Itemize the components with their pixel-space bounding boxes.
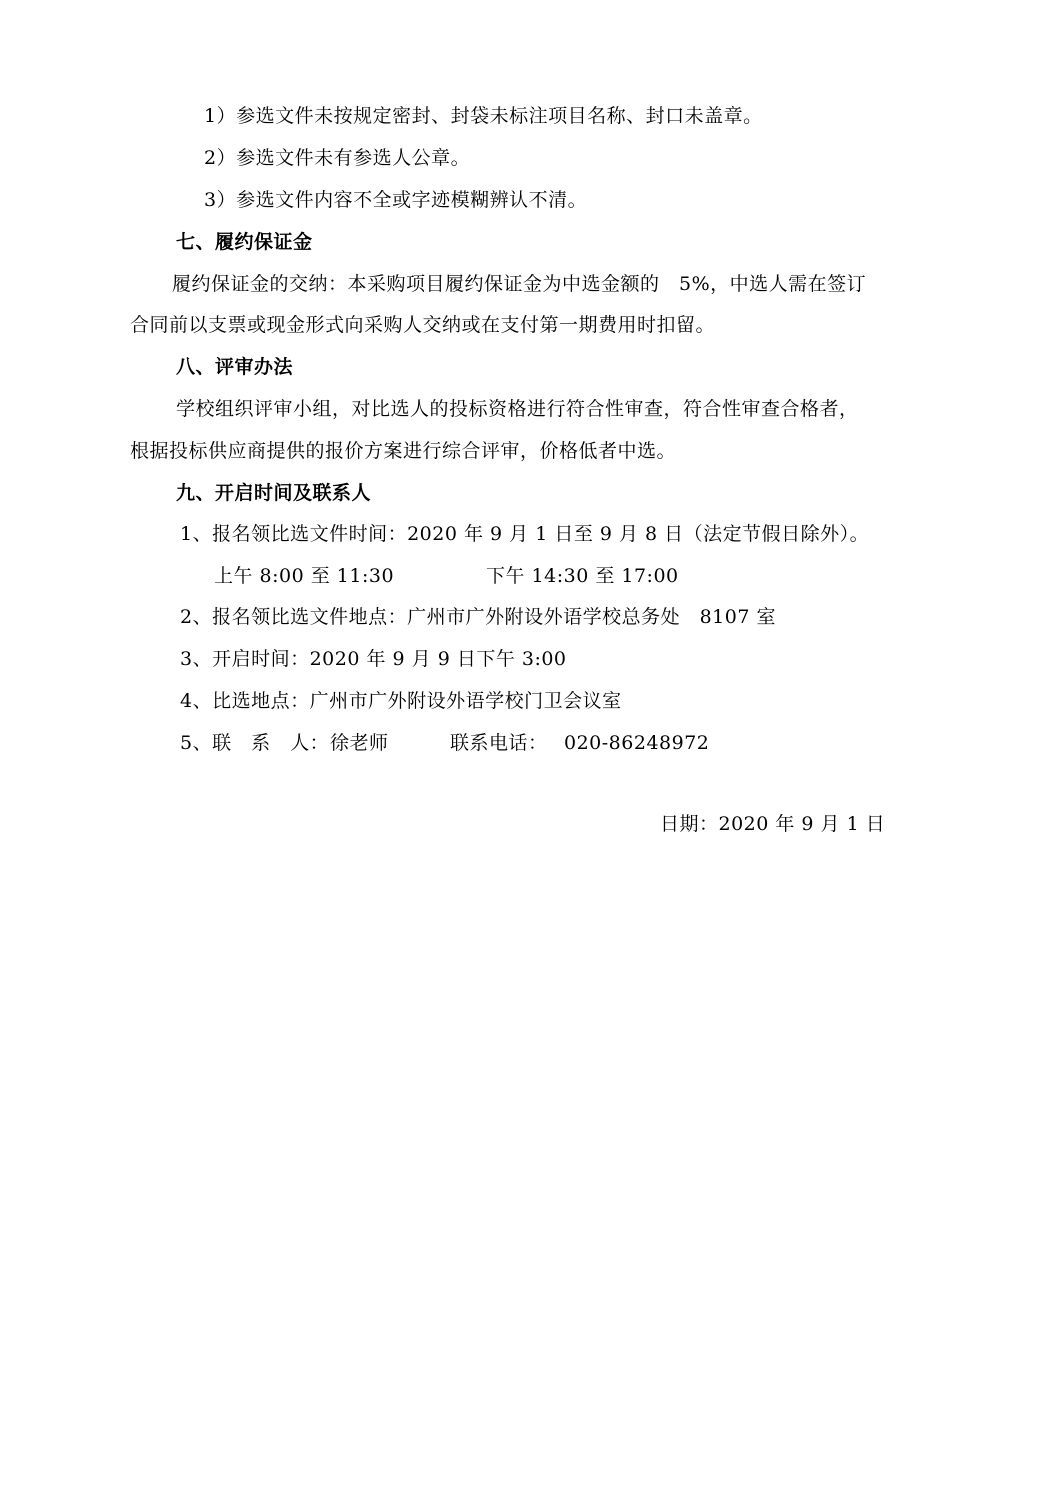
section7-line1: 履约保证金的交纳：本采购项目履约保证金为中选金额的 5%，中选人需在签订: [172, 273, 867, 295]
section9-item5-name: 徐老师: [330, 732, 389, 754]
section7-heading: 七、履约保证金: [176, 231, 313, 253]
section8-line2: 根据投标供应商提供的报价方案进行综合评审，价格低者中选。: [130, 440, 677, 462]
section9-item5-label: 5、联 系 人：: [180, 732, 330, 754]
section9-item4: 4、比选地点：广州市广外附设外语学校门卫会议室: [180, 690, 622, 712]
section9-heading: 九、开启时间及联系人: [176, 482, 372, 504]
section9-item5-phone-label: 联系电话：: [450, 732, 548, 754]
invalid-item-3: 3）参选文件内容不全或字迹模糊辨认不清。: [204, 189, 588, 211]
section7-line2: 合同前以支票或现金形式向采购人交纳或在支付第一期费用时扣留。: [130, 314, 716, 336]
section9-item1-afternoon: 下午 14:30 至 17:00: [486, 565, 679, 587]
invalid-item-2: 2）参选文件未有参选人公章。: [204, 147, 471, 169]
section9-item5-phone: 020-86248972: [564, 732, 710, 754]
section8-heading: 八、评审办法: [176, 356, 294, 378]
section8-line1: 学校组织评审小组，对比选人的投标资格进行符合性审查，符合性审查合格者，: [176, 398, 859, 420]
section9-item1-morning: 上午 8:00 至 11:30: [214, 565, 395, 587]
document-date: 日期：2020 年 9 月 1 日: [660, 813, 886, 835]
section9-item1: 1、报名领比选文件时间：2020 年 9 月 1 日至 9 月 8 日（法定节假日除外）。: [180, 523, 870, 545]
invalid-item-1: 1）参选文件未按规定密封、封袋未标注项目名称、封口未盖章。: [204, 105, 763, 127]
section9-item3: 3、开启时间：2020 年 9 月 9 日下午 3:00: [180, 648, 567, 670]
section9-item2: 2、报名领比选文件地点：广州市广外附设外语学校总务处 8107 室: [180, 606, 776, 628]
